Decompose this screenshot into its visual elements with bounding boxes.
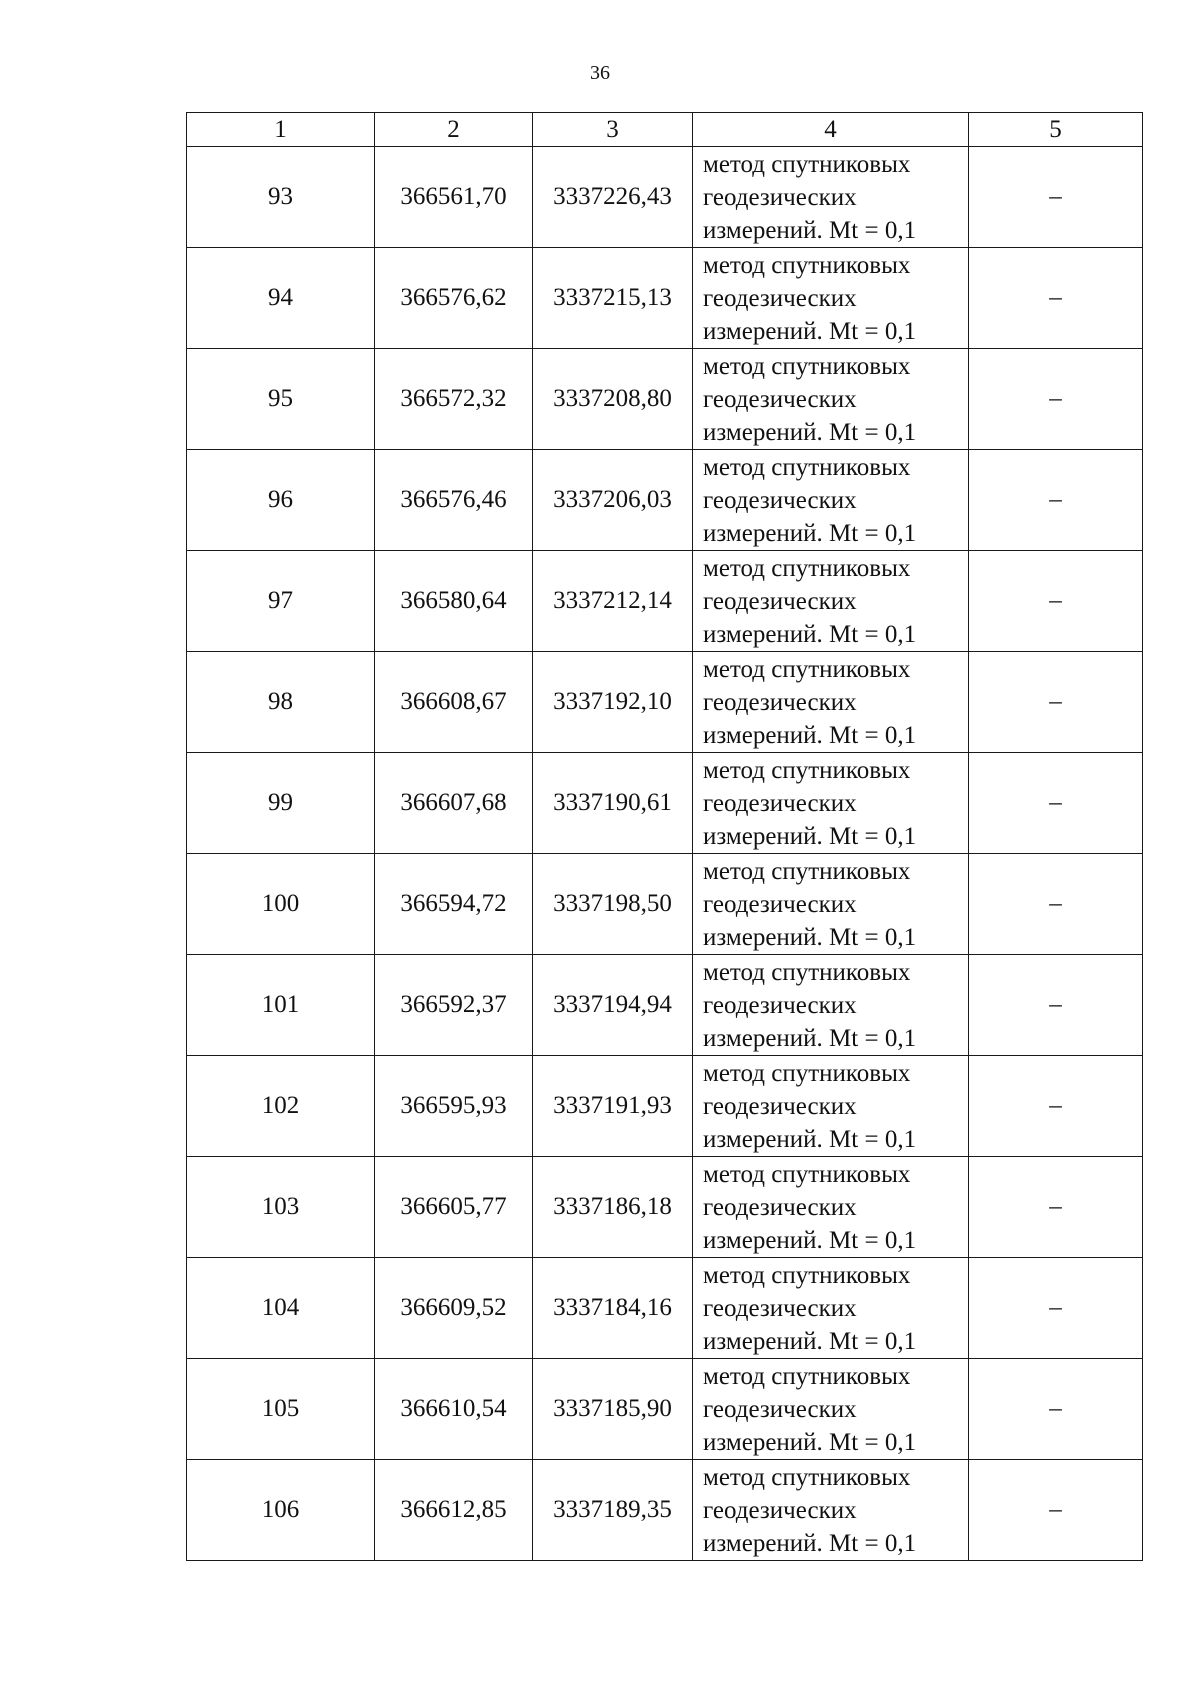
method-cell xyxy=(693,1460,969,1561)
method-line: геодезических xyxy=(703,1496,857,1524)
method-cell xyxy=(693,1056,969,1157)
page-number: 36 xyxy=(590,62,610,84)
method-line: геодезических xyxy=(703,1395,857,1423)
method-line: геодезических xyxy=(703,688,857,716)
table-row xyxy=(187,1460,1143,1561)
y-coordinate-cell: 3337189,35 xyxy=(533,1460,693,1561)
method-cell xyxy=(693,551,969,652)
column-header-3: 3 xyxy=(533,113,693,147)
note-cell: – xyxy=(969,147,1143,248)
y-coordinate-cell: 3337194,94 xyxy=(533,955,693,1056)
method-line: геодезических xyxy=(703,486,857,514)
note-cell: – xyxy=(969,450,1143,551)
point-number-cell: 93 xyxy=(187,147,375,248)
table-row xyxy=(187,955,1143,1056)
method-cell xyxy=(693,1157,969,1258)
point-number-cell: 106 xyxy=(187,1460,375,1561)
table-row xyxy=(187,450,1143,551)
method-cell xyxy=(693,955,969,1056)
table-row xyxy=(187,753,1143,854)
note-cell: – xyxy=(969,753,1143,854)
y-coordinate-cell: 3337190,61 xyxy=(533,753,693,854)
column-header-2: 2 xyxy=(375,113,533,147)
method-line: метод спутниковых xyxy=(703,1160,911,1188)
method-line: измерений. Mt = 0,1 xyxy=(703,721,917,749)
method-line: метод спутниковых xyxy=(703,857,911,885)
method-line: геодезических xyxy=(703,587,857,615)
method-line: геодезических xyxy=(703,284,857,312)
y-coordinate-cell: 3337198,50 xyxy=(533,854,693,955)
method-line: измерений. Mt = 0,1 xyxy=(703,1327,917,1355)
method-line: метод спутниковых xyxy=(703,655,911,683)
column-header-4: 4 xyxy=(693,113,969,147)
method-line: измерений. Mt = 0,1 xyxy=(703,923,917,951)
point-number-cell: 99 xyxy=(187,753,375,854)
method-line: метод спутниковых xyxy=(703,1463,911,1491)
x-coordinate-cell: 366576,62 xyxy=(375,248,533,349)
method-cell xyxy=(693,248,969,349)
method-line: геодезических xyxy=(703,991,857,1019)
method-cell xyxy=(693,1258,969,1359)
y-coordinate-cell: 3337206,03 xyxy=(533,450,693,551)
method-line: метод спутниковых xyxy=(703,554,911,582)
note-cell: – xyxy=(969,349,1143,450)
method-line: геодезических xyxy=(703,890,857,918)
table-row xyxy=(187,854,1143,955)
x-coordinate-cell: 366607,68 xyxy=(375,753,533,854)
x-coordinate-cell: 366610,54 xyxy=(375,1359,533,1460)
note-cell: – xyxy=(969,1258,1143,1359)
point-number-cell: 94 xyxy=(187,248,375,349)
point-number-cell: 101 xyxy=(187,955,375,1056)
x-coordinate-cell: 366561,70 xyxy=(375,147,533,248)
table-row xyxy=(187,1359,1143,1460)
y-coordinate-cell: 3337192,10 xyxy=(533,652,693,753)
column-header-5: 5 xyxy=(969,113,1143,147)
method-line: измерений. Mt = 0,1 xyxy=(703,1125,917,1153)
method-line: измерений. Mt = 0,1 xyxy=(703,1529,917,1557)
method-line: измерений. Mt = 0,1 xyxy=(703,418,917,446)
note-cell: – xyxy=(969,955,1143,1056)
method-line: измерений. Mt = 0,1 xyxy=(703,1024,917,1052)
y-coordinate-cell: 3337212,14 xyxy=(533,551,693,652)
method-cell xyxy=(693,652,969,753)
table-row xyxy=(187,1258,1143,1359)
x-coordinate-cell: 366612,85 xyxy=(375,1460,533,1561)
y-coordinate-cell: 3337226,43 xyxy=(533,147,693,248)
method-line: метод спутниковых xyxy=(703,1059,911,1087)
method-line: метод спутниковых xyxy=(703,1261,911,1289)
point-number-cell: 100 xyxy=(187,854,375,955)
x-coordinate-cell: 366576,46 xyxy=(375,450,533,551)
point-number-cell: 103 xyxy=(187,1157,375,1258)
y-coordinate-cell: 3337208,80 xyxy=(533,349,693,450)
table-row xyxy=(187,551,1143,652)
table-body xyxy=(187,147,1143,1561)
point-number-cell: 96 xyxy=(187,450,375,551)
note-cell: – xyxy=(969,1460,1143,1561)
y-coordinate-cell: 3337185,90 xyxy=(533,1359,693,1460)
method-line: геодезических xyxy=(703,1294,857,1322)
method-line: измерений. Mt = 0,1 xyxy=(703,620,917,648)
method-line: измерений. Mt = 0,1 xyxy=(703,519,917,547)
x-coordinate-cell: 366592,37 xyxy=(375,955,533,1056)
point-number-cell: 97 xyxy=(187,551,375,652)
point-number-cell: 98 xyxy=(187,652,375,753)
table-header xyxy=(187,113,1143,147)
method-line: метод спутниковых xyxy=(703,958,911,986)
method-cell xyxy=(693,450,969,551)
table-row xyxy=(187,349,1143,450)
method-cell xyxy=(693,854,969,955)
table-row xyxy=(187,147,1143,248)
method-line: геодезических xyxy=(703,1193,857,1221)
method-line: измерений. Mt = 0,1 xyxy=(703,1226,917,1254)
note-cell: – xyxy=(969,551,1143,652)
method-cell xyxy=(693,147,969,248)
method-line: геодезических xyxy=(703,385,857,413)
point-number-cell: 102 xyxy=(187,1056,375,1157)
note-cell: – xyxy=(969,1056,1143,1157)
coordinates-table xyxy=(186,112,1143,1561)
method-line: геодезических xyxy=(703,183,857,211)
method-line: геодезических xyxy=(703,789,857,817)
x-coordinate-cell: 366605,77 xyxy=(375,1157,533,1258)
method-line: метод спутниковых xyxy=(703,251,911,279)
method-cell xyxy=(693,1359,969,1460)
point-number-cell: 104 xyxy=(187,1258,375,1359)
method-line: измерений. Mt = 0,1 xyxy=(703,317,917,345)
y-coordinate-cell: 3337184,16 xyxy=(533,1258,693,1359)
method-line: метод спутниковых xyxy=(703,756,911,784)
note-cell: – xyxy=(969,248,1143,349)
method-line: метод спутниковых xyxy=(703,150,911,178)
method-line: измерений. Mt = 0,1 xyxy=(703,1428,917,1456)
table-row xyxy=(187,652,1143,753)
note-cell: – xyxy=(969,1157,1143,1258)
point-number-cell: 105 xyxy=(187,1359,375,1460)
y-coordinate-cell: 3337186,18 xyxy=(533,1157,693,1258)
x-coordinate-cell: 366608,67 xyxy=(375,652,533,753)
point-number-cell: 95 xyxy=(187,349,375,450)
column-header-1: 1 xyxy=(187,113,375,147)
table-row xyxy=(187,1056,1143,1157)
method-line: метод спутниковых xyxy=(703,1362,911,1390)
note-cell: – xyxy=(969,652,1143,753)
method-line: измерений. Mt = 0,1 xyxy=(703,216,917,244)
table-row xyxy=(187,248,1143,349)
method-cell xyxy=(693,753,969,854)
x-coordinate-cell: 366580,64 xyxy=(375,551,533,652)
x-coordinate-cell: 366595,93 xyxy=(375,1056,533,1157)
method-line: метод спутниковых xyxy=(703,453,911,481)
method-line: геодезических xyxy=(703,1092,857,1120)
method-cell xyxy=(693,349,969,450)
x-coordinate-cell: 366572,32 xyxy=(375,349,533,450)
table-row xyxy=(187,1157,1143,1258)
note-cell: – xyxy=(969,1359,1143,1460)
x-coordinate-cell: 366609,52 xyxy=(375,1258,533,1359)
y-coordinate-cell: 3337215,13 xyxy=(533,248,693,349)
note-cell: – xyxy=(969,854,1143,955)
y-coordinate-cell: 3337191,93 xyxy=(533,1056,693,1157)
method-line: метод спутниковых xyxy=(703,352,911,380)
method-line: измерений. Mt = 0,1 xyxy=(703,822,917,850)
header-row xyxy=(187,113,1143,147)
x-coordinate-cell: 366594,72 xyxy=(375,854,533,955)
